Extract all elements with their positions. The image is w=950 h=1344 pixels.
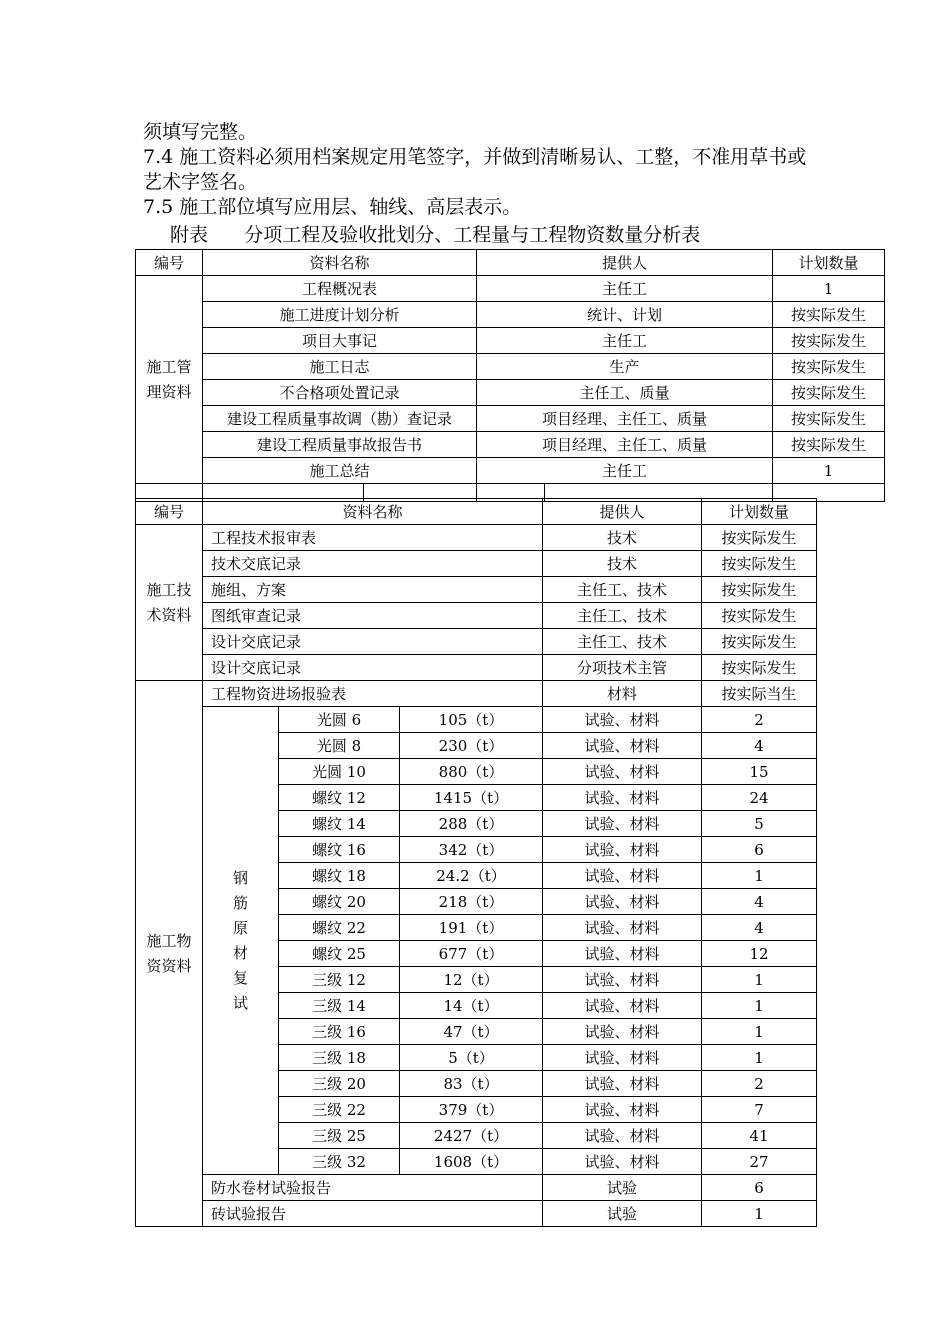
item-provider: 技术 — [543, 551, 702, 577]
item-qty: 5 — [702, 811, 817, 837]
item-qty: 1 — [773, 276, 885, 302]
item-name: 技术交底记录 — [203, 551, 543, 577]
header-qty: 计划数量 — [702, 499, 817, 525]
item-qty: 2 — [702, 1071, 817, 1097]
item-qty: 4 — [702, 889, 817, 915]
item-provider: 试验、材料 — [543, 1019, 702, 1045]
item-name: 防水卷材试验报告 — [203, 1175, 543, 1201]
intro-line-3: 7.5 施工部位填写应用层、轴线、高层表示。 — [143, 196, 522, 218]
item-qty: 按实际发生 — [702, 603, 817, 629]
steel-amount: 105（t） — [400, 707, 543, 733]
item-provider: 试验、材料 — [543, 1071, 702, 1097]
steel-row — [136, 707, 817, 733]
steel-spec: 光圆 6 — [279, 707, 400, 733]
item-provider: 主任工 — [477, 276, 773, 302]
item-qty: 按实际发生 — [773, 406, 885, 432]
steel-amount: 47（t） — [400, 1019, 543, 1045]
header-id: 编号 — [136, 250, 203, 276]
table-title: 附表 分项工程及验收批划分、工程量与工程物资数量分析表 — [170, 224, 701, 246]
item-qty: 24 — [702, 785, 817, 811]
steel-spec: 三级 32 — [279, 1149, 400, 1175]
steel-amount: 191（t） — [400, 915, 543, 941]
group-technical: 施工技术资料 — [136, 525, 203, 681]
item-provider: 分项技术主管 — [543, 655, 702, 681]
item-qty: 按实际发生 — [702, 525, 817, 551]
intro-text — [143, 120, 823, 220]
item-qty: 按实际当生 — [702, 681, 817, 707]
table-row — [136, 406, 885, 432]
steel-amount: 230（t） — [400, 733, 543, 759]
item-provider: 试验、材料 — [543, 759, 702, 785]
item-qty: 15 — [702, 759, 817, 785]
item-provider: 试验、材料 — [543, 941, 702, 967]
item-provider: 试验、材料 — [543, 733, 702, 759]
steel-amount: 12（t） — [400, 967, 543, 993]
table-row — [136, 380, 885, 406]
item-qty: 6 — [702, 837, 817, 863]
item-name: 建设工程质量事故报告书 — [203, 432, 477, 458]
steel-amount: 5（t） — [400, 1045, 543, 1071]
table-row — [136, 302, 885, 328]
item-provider: 项目经理、主任工、质量 — [477, 432, 773, 458]
steel-spec: 螺纹 20 — [279, 889, 400, 915]
item-provider: 生产 — [477, 354, 773, 380]
table-row — [136, 1201, 817, 1227]
steel-amount: 379（t） — [400, 1097, 543, 1123]
steel-spec: 螺纹 14 — [279, 811, 400, 837]
steel-amount: 677（t） — [400, 941, 543, 967]
item-provider: 材料 — [543, 681, 702, 707]
item-name: 图纸审查记录 — [203, 603, 543, 629]
header-provider: 提供人 — [543, 499, 702, 525]
item-name: 施工日志 — [203, 354, 477, 380]
item-qty: 1 — [702, 1019, 817, 1045]
steel-spec: 三级 20 — [279, 1071, 400, 1097]
group-material: 施工物资资料 — [136, 681, 203, 1227]
item-name: 工程物资进场报验表 — [203, 681, 543, 707]
item-provider: 试验、材料 — [543, 837, 702, 863]
table-row — [136, 681, 817, 707]
item-name: 施工总结 — [203, 458, 477, 484]
item-provider: 试验、材料 — [543, 863, 702, 889]
steel-spec: 螺纹 25 — [279, 941, 400, 967]
steel-spec: 螺纹 16 — [279, 837, 400, 863]
group-management: 施工管理资料 — [136, 276, 203, 484]
steel-spec: 三级 16 — [279, 1019, 400, 1045]
item-name: 施组、方案 — [203, 577, 543, 603]
header-row — [136, 499, 817, 525]
item-qty: 按实际发生 — [773, 380, 885, 406]
item-qty: 按实际发生 — [702, 577, 817, 603]
item-qty: 6 — [702, 1175, 817, 1201]
steel-spec: 螺纹 22 — [279, 915, 400, 941]
item-name: 设计交底记录 — [203, 655, 543, 681]
table-row — [136, 432, 885, 458]
steel-amount: 1608（t） — [400, 1149, 543, 1175]
item-provider: 主任工、技术 — [543, 629, 702, 655]
group-steel — [203, 707, 279, 1175]
header-provider: 提供人 — [477, 250, 773, 276]
item-qty: 2 — [702, 707, 817, 733]
header-qty: 计划数量 — [773, 250, 885, 276]
item-provider: 试验、材料 — [543, 707, 702, 733]
item-qty: 27 — [702, 1149, 817, 1175]
steel-amount: 2427（t） — [400, 1123, 543, 1149]
table-row — [136, 328, 885, 354]
intro-line-2: 7.4 施工资料必须用档案规定用笔签字，并做到清晰易认、工整，不准用草书或艺术字签名。 — [143, 146, 807, 193]
table-row — [136, 655, 817, 681]
table-row — [136, 458, 885, 484]
item-provider: 试验、材料 — [543, 1097, 702, 1123]
steel-spec: 三级 12 — [279, 967, 400, 993]
item-qty: 4 — [702, 733, 817, 759]
item-provider: 主任工 — [477, 328, 773, 354]
item-provider: 统计、计划 — [477, 302, 773, 328]
header-name: 资料名称 — [203, 499, 543, 525]
item-qty: 按实际发生 — [773, 302, 885, 328]
steel-spec: 螺纹 18 — [279, 863, 400, 889]
item-name: 项目大事记 — [203, 328, 477, 354]
item-qty: 1 — [702, 1045, 817, 1071]
item-provider: 主任工、技术 — [543, 577, 702, 603]
item-provider: 试验、材料 — [543, 967, 702, 993]
steel-amount: 14（t） — [400, 993, 543, 1019]
item-qty: 4 — [702, 915, 817, 941]
table-row — [136, 1175, 817, 1201]
steel-spec: 三级 25 — [279, 1123, 400, 1149]
item-name: 施工进度计划分析 — [203, 302, 477, 328]
table-row — [136, 354, 885, 380]
header-name: 资料名称 — [203, 250, 477, 276]
item-provider: 试验、材料 — [543, 785, 702, 811]
steel-spec: 光圆 8 — [279, 733, 400, 759]
table-row — [136, 603, 817, 629]
steel-amount: 218（t） — [400, 889, 543, 915]
steel-spec: 三级 18 — [279, 1045, 400, 1071]
steel-group-label: 钢筋原材复试 — [233, 868, 249, 1012]
item-provider: 技术 — [543, 525, 702, 551]
item-name: 工程技术报审表 — [203, 525, 543, 551]
steel-amount: 1415（t） — [400, 785, 543, 811]
item-qty: 1 — [702, 863, 817, 889]
table-row — [136, 525, 817, 551]
item-qty: 按实际发生 — [702, 551, 817, 577]
item-provider: 试验、材料 — [543, 1045, 702, 1071]
steel-spec: 光圆 10 — [279, 759, 400, 785]
item-qty: 1 — [702, 993, 817, 1019]
steel-spec: 螺纹 12 — [279, 785, 400, 811]
item-qty: 按实际发生 — [773, 354, 885, 380]
technical-material-table — [135, 498, 817, 1227]
intro-line-1: 须填写完整。 — [143, 121, 258, 143]
table-row — [136, 629, 817, 655]
item-name: 设计交底记录 — [203, 629, 543, 655]
item-qty: 1 — [773, 458, 885, 484]
steel-amount: 342（t） — [400, 837, 543, 863]
item-provider: 试验、材料 — [543, 993, 702, 1019]
item-provider: 试验、材料 — [543, 1149, 702, 1175]
item-provider: 主任工 — [477, 458, 773, 484]
table-row — [136, 577, 817, 603]
item-provider: 试验、材料 — [543, 811, 702, 837]
item-qty: 按实际发生 — [773, 328, 885, 354]
table-row — [136, 551, 817, 577]
item-qty: 12 — [702, 941, 817, 967]
steel-amount: 24.2（t） — [400, 863, 543, 889]
item-provider: 试验 — [543, 1175, 702, 1201]
item-name: 工程概况表 — [203, 276, 477, 302]
item-provider: 试验、材料 — [543, 889, 702, 915]
item-name: 建设工程质量事故调（勘）查记录 — [203, 406, 477, 432]
steel-amount: 880（t） — [400, 759, 543, 785]
item-qty: 按实际发生 — [702, 655, 817, 681]
steel-spec: 三级 22 — [279, 1097, 400, 1123]
item-qty: 41 — [702, 1123, 817, 1149]
item-provider: 主任工、技术 — [543, 603, 702, 629]
item-qty: 1 — [702, 967, 817, 993]
item-provider: 试验 — [543, 1201, 702, 1227]
header-id: 编号 — [136, 499, 203, 525]
item-name: 砖试验报告 — [203, 1201, 543, 1227]
header-row — [136, 250, 885, 276]
steel-amount: 288（t） — [400, 811, 543, 837]
table-row — [136, 276, 885, 302]
item-qty: 1 — [702, 1201, 817, 1227]
item-name: 不合格项处置记录 — [203, 380, 477, 406]
steel-amount: 83（t） — [400, 1071, 543, 1097]
steel-spec: 三级 14 — [279, 993, 400, 1019]
item-qty: 7 — [702, 1097, 817, 1123]
item-provider: 试验、材料 — [543, 915, 702, 941]
management-table — [135, 249, 885, 502]
item-qty: 按实际发生 — [773, 432, 885, 458]
item-qty: 按实际发生 — [702, 629, 817, 655]
item-provider: 主任工、质量 — [477, 380, 773, 406]
item-provider: 试验、材料 — [543, 1123, 702, 1149]
item-provider: 项目经理、主任工、质量 — [477, 406, 773, 432]
